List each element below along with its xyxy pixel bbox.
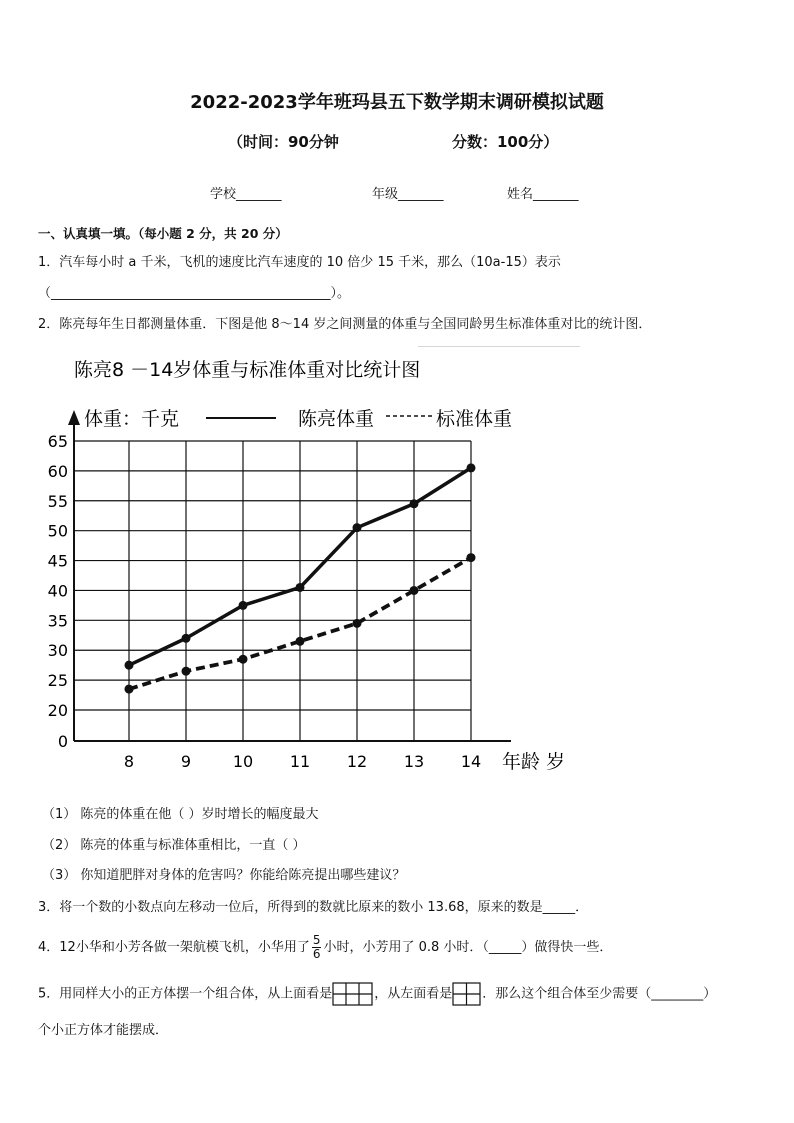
data-point-chenliang [353,523,362,532]
x-tick-labels [124,752,481,771]
data-point-chenliang [182,634,191,643]
data-point-standard [296,637,305,646]
exam-time: （时间：90分钟 [228,133,339,151]
chart-grid [74,416,511,741]
y-tick-label: 30 [47,641,68,661]
x-tick-label: 10 [232,752,254,771]
y-tick-label: 35 [47,611,68,631]
left-view-icon [452,982,482,1006]
y-tick-label: 50 [47,521,68,541]
question-5-part1: 5．用同样大小的正方体摆一个组合体，从上面看是 [38,986,333,1002]
exam-score: 分数：100分） [452,133,559,151]
school-field: 学校_______ [210,187,282,202]
section-heading: 一、认真填一填。（每小题 2 分，共 20 分） [38,226,288,241]
grade-field: 年级_______ [372,187,444,202]
question-5-line1 [38,982,716,1006]
data-point-chenliang [125,661,134,670]
exam-title: 2022-2023学年班玛县五下数学期末调研模拟试题 [190,92,604,113]
fraction-denominator: 6 [312,947,321,961]
data-point-standard [239,655,248,664]
x-tick-label: 12 [346,752,368,771]
question-5-part3: ．那么这个组合体至少需要（________） [482,986,717,1002]
chart-legend [68,408,512,430]
question-4-before: 4．12小华和小芳各做一架航模飞机，小华用了 [38,940,310,955]
legend-solid-label: 陈亮体重 [298,408,375,430]
question-5-line2: 个小正方体才能摆成． [38,1023,169,1038]
data-point-chenliang [410,499,419,508]
name-field: 姓名_______ [507,187,579,202]
x-tick-label: 11 [289,752,311,771]
chart-title: 陈亮8 －14岁体重与标准体重对比统计图 [74,359,421,381]
divider-line [418,346,580,347]
y-tick-labels [48,432,68,751]
weight-line-chart [30,348,590,783]
data-point-standard [125,685,134,694]
y-tick-label: 25 [47,671,68,691]
x-tick-label: 8 [123,752,135,771]
data-point-standard [410,586,419,595]
question-4-after: 小时，小芳用了 0.8 小时．（_____）做得快一些． [323,940,613,955]
data-point-standard [467,553,476,562]
question-5-part2: ，从左面看是 [374,986,453,1002]
y-axis-label: 体重：千克 [84,408,180,430]
data-point-standard [353,619,362,628]
question-2-text: 2．陈亮每年生日都测量体重．下图是他 8～14 岁之间测量的体重与全国同龄男生标准体重对比的统计图． [38,317,652,332]
fraction [312,934,322,961]
sub-question-1: （1） 陈亮的体重在他（ ）岁时增长的幅度最大 [42,807,319,822]
y-tick-label: 40 [47,581,68,601]
y-tick-label: 20 [47,701,68,720]
fraction-numerator: 5 [312,933,321,947]
sub-question-3: （3） 你知道肥胖对身体的危害吗？你能给陈亮提出哪些建议？ [42,868,406,883]
y-tick-label: 0 [57,732,68,751]
y-tick-label: 55 [47,491,68,511]
data-point-chenliang [296,583,305,592]
data-point-standard [182,667,191,676]
y-tick-label: 65 [47,432,68,451]
sub-question-2: （2） 陈亮的体重与标准体重相比，一直（ ） [42,838,306,853]
question-1-line1: 1．汽车每小时 a 千米，飞机的速度比汽车速度的 10 倍少 15 千米，那么（10a-15）表示 [38,255,561,270]
question-3: 3．将一个数的小数点向左移动一位后，所得到的数就比原来的数小 13.68，原来的数是_____． [38,900,589,915]
x-axis-label: 年龄 岁 [502,751,566,773]
y-tick-label: 60 [47,461,68,481]
x-tick-label: 14 [460,752,482,771]
y-tick-label: 45 [47,551,68,571]
x-tick-label: 9 [180,752,192,771]
legend-dashed-label: 标准体重 [436,408,513,430]
question-1-line2: （___________________________________________）。 [38,286,351,301]
x-tick-label: 13 [403,752,425,771]
data-point-chenliang [467,463,476,472]
top-view-icon [332,982,374,1006]
question-4 [38,934,612,961]
data-point-chenliang [239,601,248,610]
